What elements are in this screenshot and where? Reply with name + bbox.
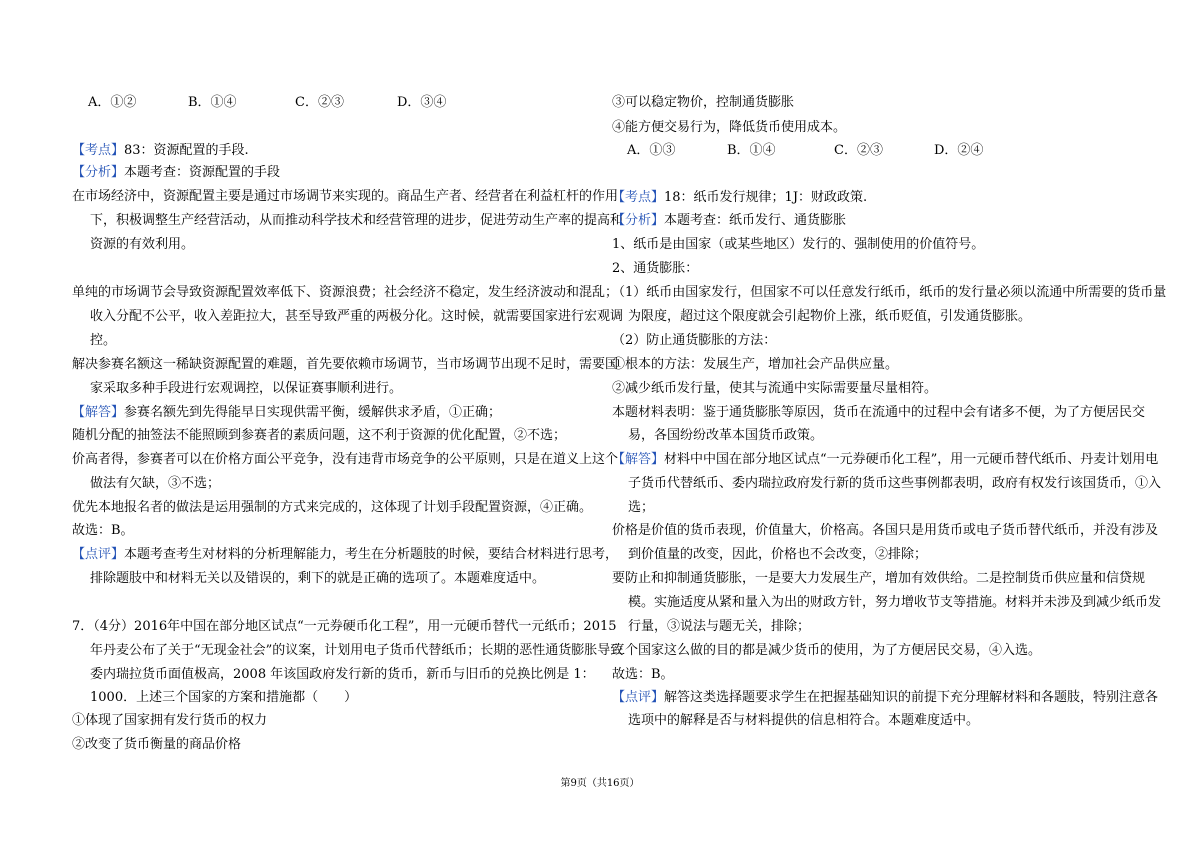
fenxi-line: 【分析】本题考查：纸币发行、通货膨胀	[612, 213, 847, 228]
paragraph-line: ②减少纸币发行量，使其与流通中实际需要量尽量相符。	[612, 381, 938, 396]
paragraph-line: ①根本的方法：发展生产，增加社会产品供应量。	[612, 357, 899, 372]
option-a: A．①②	[88, 95, 137, 110]
paragraph-line: （2）防止通货膨胀的方法：	[612, 333, 777, 348]
paragraph-line: 易，各国纷纷改革本国货币政策。	[628, 428, 824, 443]
kaodian-line: 【考点】18：纸币发行规律；1J：财政政策.	[612, 190, 868, 205]
option-d: D．②④	[934, 143, 984, 158]
jieda-line: 【解答】参赛名额先到先得能早日实现供需平衡，缓解供求矛盾，①正确；	[72, 405, 502, 420]
paragraph-line: 2、通货膨胀：	[612, 261, 699, 276]
paragraph-line: 选项中的解释是否与材料提供的信息相符合。本题难度适中。	[628, 713, 980, 728]
paragraph-line: 选；	[628, 500, 655, 515]
kaodian-tag: 【考点】	[72, 143, 125, 158]
paragraph-line: 解决参赛名额这一稀缺资源配置的难题，首先要依赖市场调节，当市场调节出现不足时，需要国	[72, 357, 619, 372]
answer-line: 故选：B。	[72, 523, 134, 538]
kaodian-line: 【考点】83：资源配置的手段.	[72, 143, 249, 158]
question-7-line: 年丹麦公布了关于“无现金社会”的议案，计划用电子货币代替纸币；长期的恶性通货膨胀导致	[90, 643, 624, 658]
q6-options	[88, 95, 446, 111]
paragraph-line: 本题材料表明：鉴于通货膨胀等原因，货币在流通中的过程中会有诸多不便，为了方便居民交	[612, 405, 1146, 420]
paragraph-line: 优先本地报名者的做法是运用强制的方式来完成的，这体现了计划手段配置资源，④正确。	[72, 500, 593, 515]
q7-item: ②改变了货币衡量的商品价格	[72, 737, 242, 752]
q7-item: ④能方便交易行为，降低货币使用成本。	[612, 120, 847, 135]
paragraph-line: 控。	[90, 333, 117, 348]
fenxi-tag: 【分析】	[612, 213, 665, 228]
paragraph-line: 子货币代替纸币、委内瑞拉政府发行新的货币这些事例都表明，政府有权发行该国货币，①入	[628, 476, 1162, 491]
jieda-tag: 【解答】	[612, 452, 665, 467]
paragraph-line: 价格是价值的货币表现，价值量大，价格高。各国只是用货币或电子货币替代纸币，并没有涉及	[612, 523, 1159, 538]
q7-item: ③可以稳定物价，控制通货膨胀	[612, 95, 795, 110]
q7-item: ①体现了国家拥有发行货币的权力	[72, 713, 268, 728]
paragraph-line: 行量，③说法与题无关，排除；	[628, 619, 811, 634]
question-7-line: 1000．上述三个国家的方案和措施都（ ）	[90, 690, 358, 705]
option-b: B．①④	[727, 143, 776, 158]
option-a: A．①③	[627, 143, 676, 158]
answer-line: 故选：B。	[612, 667, 674, 682]
dianping-tag: 【点评】	[612, 690, 665, 705]
paragraph-line: 单纯的市场调节会导致资源配置效率低下、资源浪费；社会经济不稳定，发生经济波动和混乱；	[72, 285, 619, 300]
dianping-line: 【点评】本题考查考生对材料的分析理解能力，考生在分析题肢的时候，要结合材料进行思考，	[72, 547, 619, 562]
option-d: D．③④	[397, 95, 447, 110]
paragraph-line: 1、纸币是由国家（或某些地区）发行的、强制使用的价值符号。	[612, 237, 985, 252]
dianping-tag: 【点评】	[72, 547, 125, 562]
paragraph-line: （1）纸币由国家发行，但国家不可以任意发行纸币，纸币的发行量必须以流通中所需要的货币量	[612, 285, 1167, 300]
q7-options	[627, 143, 983, 159]
paragraph-line: 到价值量的改变，因此，价格也不会改变，②排除；	[628, 547, 928, 562]
page-footer: 第9页（共16页）	[560, 778, 640, 789]
paragraph-line: 下，积极调整生产经营活动，从而推动科学技术和经营管理的进步，促进劳动生产率的提高和	[90, 213, 624, 228]
option-b: B．①④	[188, 95, 237, 110]
paragraph-line: 家采取多种手段进行宏观调控，以保证赛事顺利进行。	[90, 381, 403, 396]
option-c: C．②③	[834, 143, 883, 158]
fenxi-line: 【分析】本题考查：资源配置的手段	[72, 165, 281, 180]
option-c: C．②③	[295, 95, 344, 110]
jieda-line: 【解答】材料中中国在部分地区试点“一元券硬币化工程”，用一元硬币替代纸币、丹麦计划用电	[612, 452, 1159, 467]
question-7-line: 委内瑞拉货币面值极高，2008 年该国政府发行新的货币，新币与旧币的兑换比例是 1：	[90, 667, 595, 682]
paragraph-line: 价高者得，参赛者可以在价格方面公平竞争，没有违背市场竞争的公平原则，只是在道义上这个	[72, 452, 619, 467]
paragraph-line: 在市场经济中，资源配置主要是通过市场调节来实现的。商品生产者、经营者在利益杠杆的作用	[72, 189, 619, 204]
paragraph-line: 资源的有效利用。	[90, 237, 195, 252]
paragraph-line: 随机分配的抽签法不能照顾到参赛者的素质问题，这不利于资源的优化配置，②不选；	[72, 428, 567, 443]
paragraph-line: 要防止和抑制通货膨胀，一是要大力发展生产，增加有效供给。二是控制货币供应量和信贷规	[612, 571, 1146, 586]
paragraph-line: 收入分配不公平，收入差距拉大，甚至导致严重的两极分化。这时候，就需要国家进行宏观调	[90, 309, 624, 324]
paragraph-line: 排除题肢中和材料无关以及错误的，剩下的就是正确的选项了。本题难度适中。	[90, 571, 546, 586]
paragraph-line: 为限度，超过这个限度就会引起物价上涨，纸币贬值，引发通货膨胀。	[628, 309, 1032, 324]
question-7-line: 7．（4分）2016年中国在部分地区试点“一元券硬币化工程”，用一元硬币替代一元纸币；2015	[72, 619, 617, 634]
paragraph-line: 三个国家这么做的目的都是减少货币的使用，为了方便居民交易，④入选。	[612, 643, 1042, 658]
paragraph-line: 做法有欠缺，③不选；	[90, 476, 221, 491]
jieda-tag: 【解答】	[72, 405, 125, 420]
paragraph-line: 模。实施适度从紧和量入为出的财政方针，努力增收节支等措施。材料并未涉及到减少纸币发	[628, 595, 1162, 610]
dianping-line: 【点评】解答这类选择题要求学生在把握基础知识的前提下充分理解材料和各题肢，特别注意各	[612, 690, 1159, 705]
fenxi-tag: 【分析】	[72, 165, 125, 180]
kaodian-tag: 【考点】	[612, 190, 665, 205]
